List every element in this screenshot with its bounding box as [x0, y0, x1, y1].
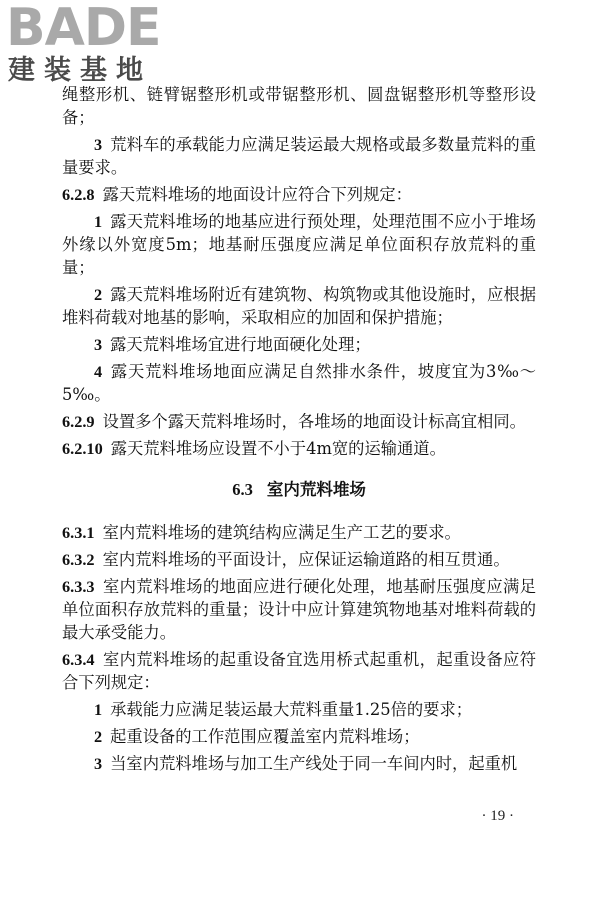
clause-6-3-3 — [62, 575, 536, 644]
clause-text: 露天荒料堆场的地面设计应符合下列规定： — [102, 185, 412, 204]
item-text: 露天荒料堆场的地基应进行预处理，处理范围不应小于堆场外缘以外宽度5m；地基耐压强度应满足单位面积存放荒料的重量； — [62, 212, 536, 277]
list-item — [62, 725, 536, 748]
item-number: 2 — [94, 727, 103, 746]
clause-number: 6.3.1 — [62, 523, 95, 542]
list-item — [62, 333, 536, 356]
item-number: 1 — [94, 212, 103, 231]
item-text: 当室内荒料堆场与加工生产线处于同一车间内时，起重机 — [110, 754, 518, 773]
section-heading — [62, 478, 536, 501]
list-item — [62, 283, 536, 329]
clause-number: 6.3.4 — [62, 650, 95, 669]
list-item — [62, 360, 536, 406]
paragraph-continued — [62, 83, 536, 129]
item-text: 露天荒料堆场地面应满足自然排水条件，坡度宜为3‰～5‰。 — [62, 362, 536, 404]
clause-number: 6.2.8 — [62, 185, 95, 204]
clause-text: 室内荒料堆场的建筑结构应满足生产工艺的要求。 — [102, 523, 461, 542]
item-text: 起重设备的工作范围应覆盖室内荒料堆场； — [110, 727, 420, 746]
page-number: · 19 · — [481, 808, 514, 824]
item-text: 承载能力应满足装运最大荒料重量1.25倍的要求； — [110, 700, 473, 719]
clause-6-2-8 — [62, 183, 536, 206]
bade-logo — [6, 2, 186, 94]
clause-6-2-10 — [62, 437, 536, 460]
list-item — [62, 698, 536, 721]
item-number: 2 — [94, 285, 103, 304]
clause-number: 6.2.9 — [62, 412, 95, 431]
section-number: 6.3 — [232, 480, 253, 499]
clause-text: 室内荒料堆场的地面应进行硬化处理，地基耐压强度应满足单位面积存放荒料的重量；设计中应计算建筑物地基对堆料荷载的最大承受能力。 — [62, 577, 536, 642]
item-text: 露天荒料堆场附近有建筑物、构筑物或其他设施时，应根据堆料荷载对地基的影响，采取相应的加固和保护措施； — [62, 285, 536, 327]
list-item — [62, 752, 536, 775]
logo-mark: BADE — [6, 0, 161, 58]
clause-6-3-2 — [62, 548, 536, 571]
paragraph-text: 绳整形机、链臂锯整形机或带锯整形机、圆盘锯整形机等整形设备； — [62, 85, 536, 127]
item-number: 1 — [94, 700, 103, 719]
clause-text: 露天荒料堆场应设置不小于4m宽的运输通道。 — [110, 439, 446, 458]
item-number: 4 — [94, 362, 103, 381]
item-number: 3 — [94, 135, 103, 154]
clause-number: 6.3.2 — [62, 550, 95, 569]
clause-text: 设置多个露天荒料堆场时，各堆场的地面设计标高宜相同。 — [102, 412, 526, 431]
item-number: 3 — [94, 335, 103, 354]
document-body — [62, 83, 536, 779]
logo-subtitle: 建装基地 — [8, 55, 152, 86]
list-item — [62, 210, 536, 279]
clause-number: 6.2.10 — [62, 439, 103, 458]
list-item — [62, 133, 536, 179]
clause-6-3-4 — [62, 648, 536, 694]
item-text: 荒料车的承载能力应满足装运最大规格或最多数量荒料的重量要求。 — [62, 135, 536, 177]
clause-number: 6.3.3 — [62, 577, 95, 596]
item-text: 露天荒料堆场宜进行地面硬化处理； — [110, 335, 371, 354]
section-title: 室内荒料堆场 — [266, 480, 366, 499]
clause-text: 室内荒料堆场的起重设备宜选用桥式起重机，起重设备应符合下列规定： — [62, 650, 536, 692]
item-number: 3 — [94, 754, 103, 773]
clause-6-2-9 — [62, 410, 536, 433]
clause-6-3-1 — [62, 521, 536, 544]
clause-text: 室内荒料堆场的平面设计，应保证运输道路的相互贯通。 — [102, 550, 510, 569]
